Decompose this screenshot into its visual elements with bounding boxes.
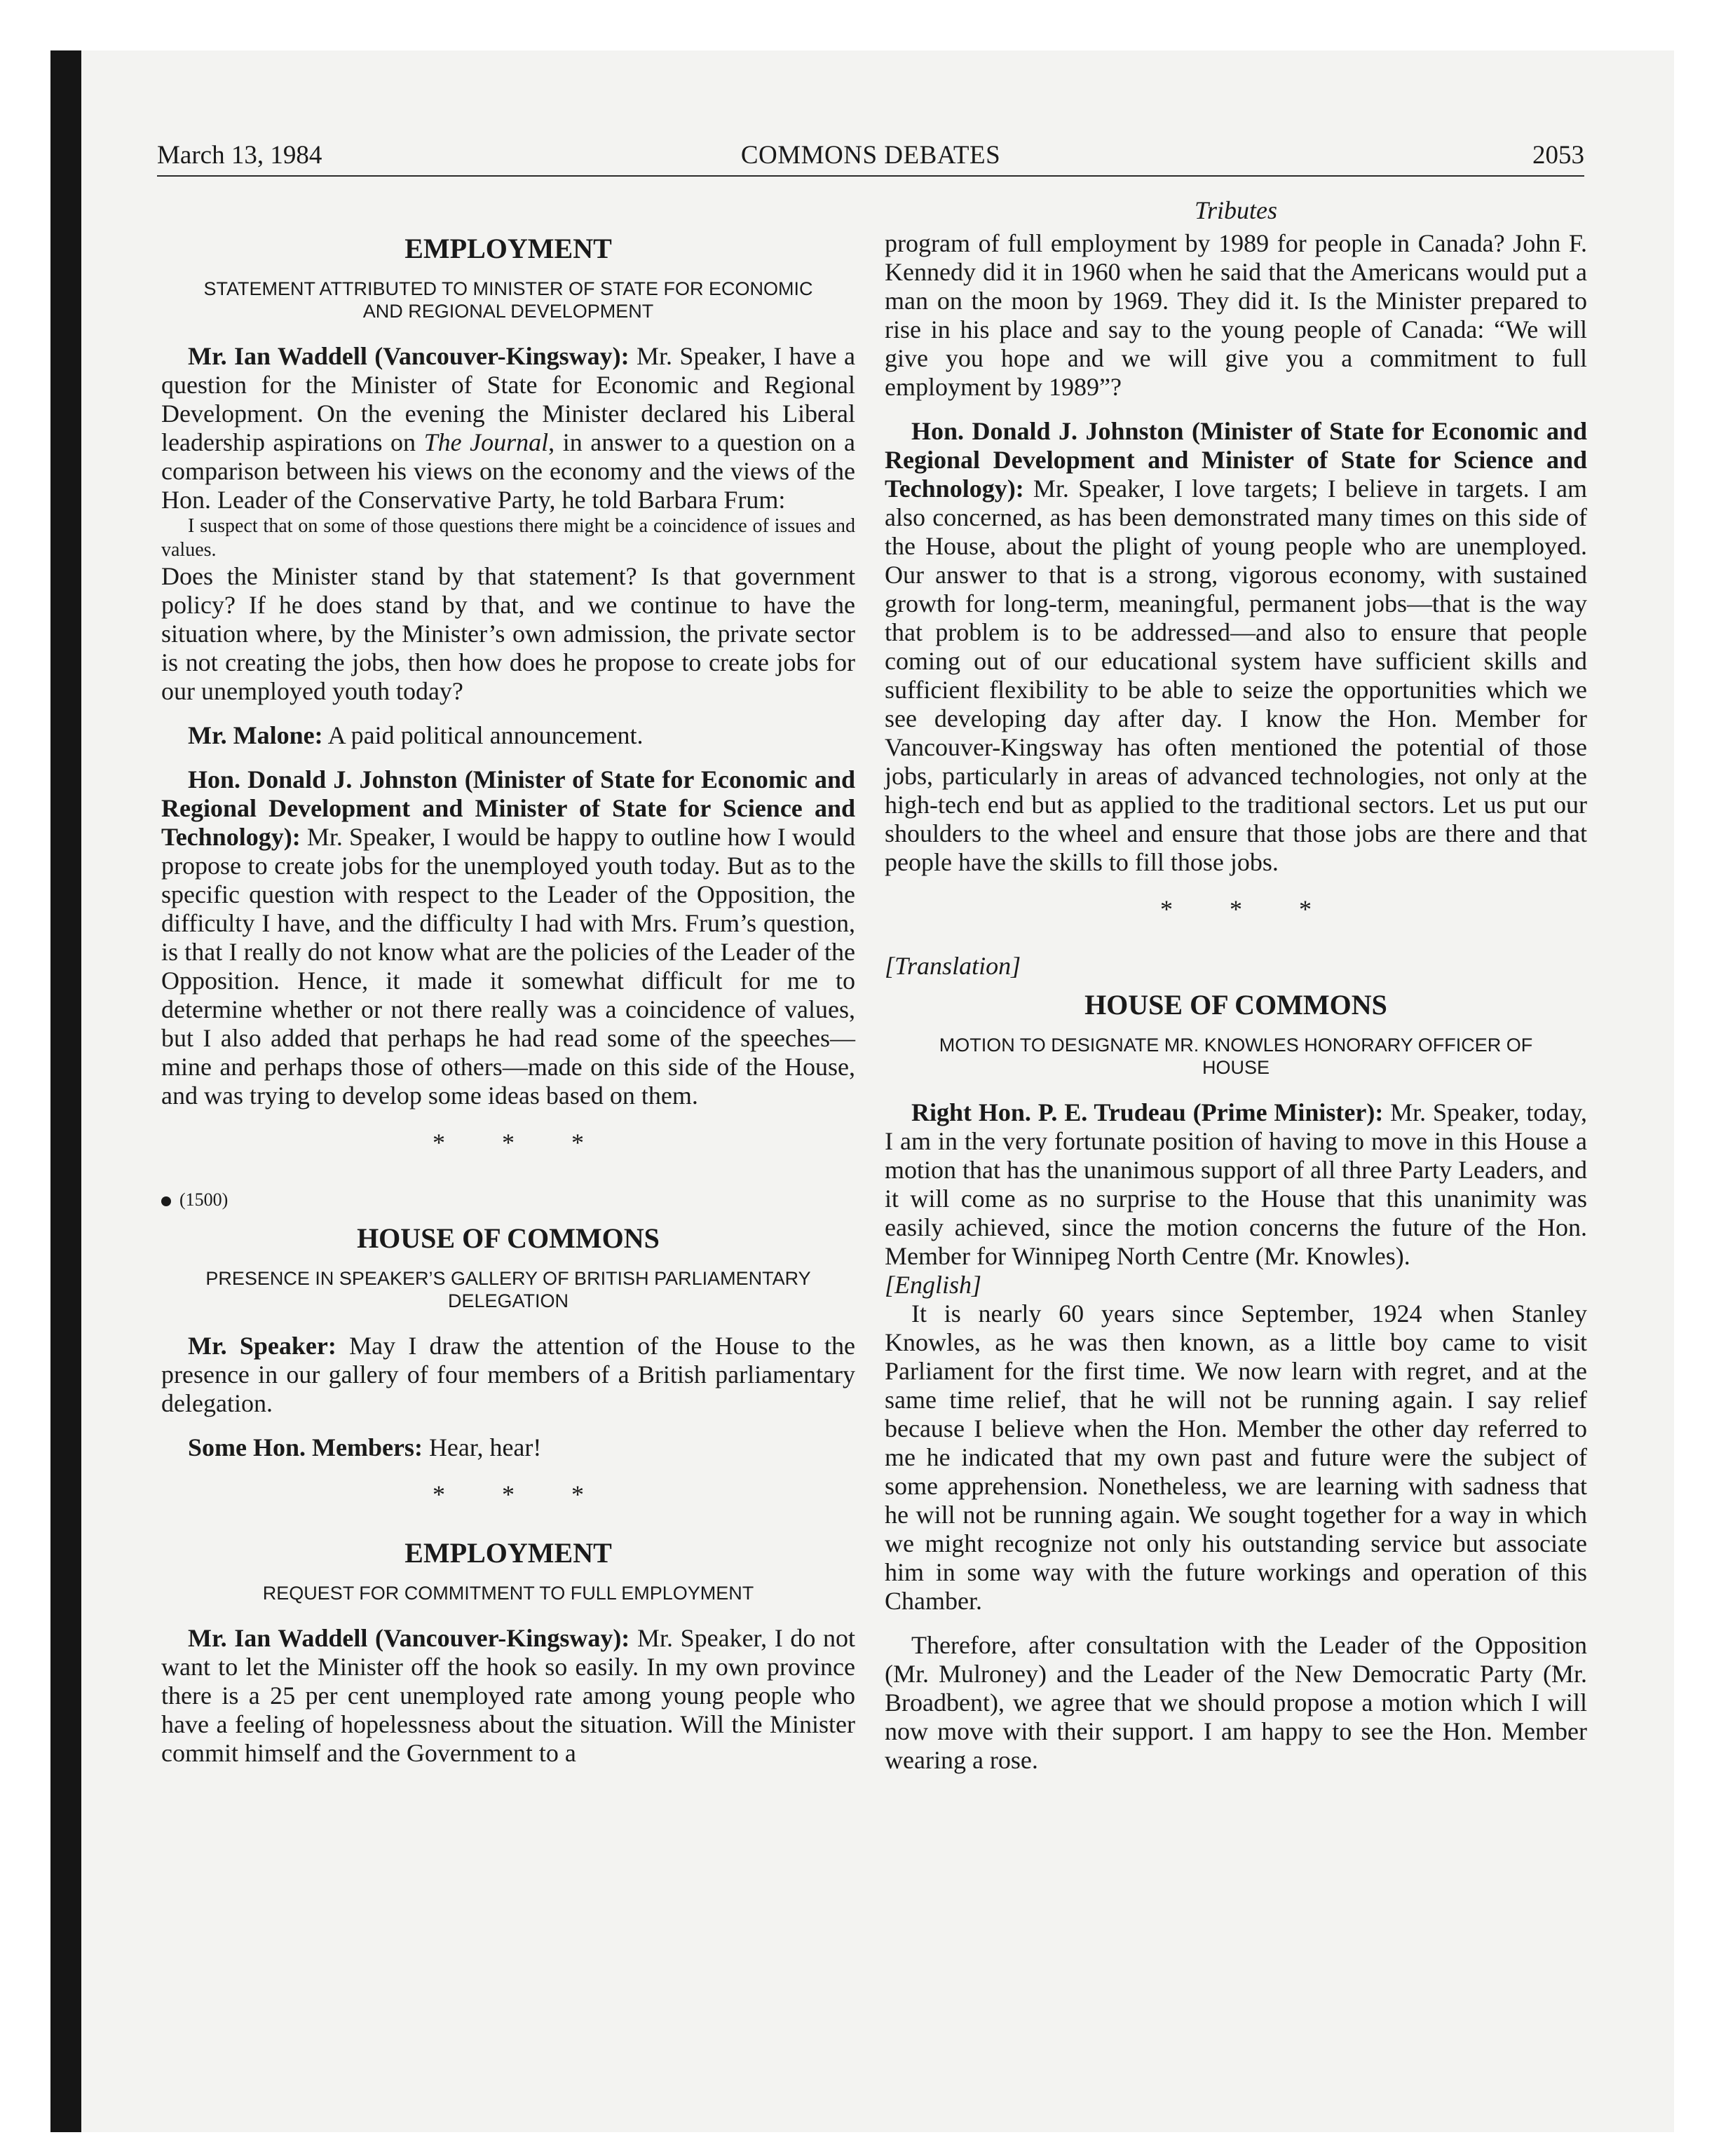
header-date: March 13, 1984 [157,141,322,170]
header-rule [157,175,1584,177]
paragraph: Hon. Donald J. Johnston (Minister of State for Economic and Regional Development and Minister of State for Science and Technology): Mr. Speaker, I would be happy to outline how I would propose to create jobs for the unemployed youth today. But as to the specific question with respect to the Leader of the Opposition, the difficulty I have, and the difficulty I had with Mrs. Frum’s question, is that I really do not know what are the policies of the Leader of the Opposition. Hence, it made it somewhat difficult for me to determine whether or not there really was a coincidence of values, but I also added that perhaps he had read some of the speeches—mine and perhaps those of others—made on this side of the House, and was trying to develop some ideas based on them. [161,765,855,1110]
section-subheading: MOTION TO DESIGNATE MR. KNOWLES HONORARY OFFICER OF HOUSE [939,1035,1533,1078]
section-subheading: REQUEST FOR COMMITMENT TO FULL EMPLOYMENT [262,1583,754,1604]
paragraph: It is nearly 60 years since September, 1924 when Stanley Knowles, as he was then known, as a little boy came to visit Parliament for the first time. We now learn with regret, and at the same time relief, that he will not be running again. I say relief because I believe when the Hon. Member the other day referred to me he indicated that my own past and future were the subject of some apprehension. Nonetheless, we are learning with sadness that he will not be running again. We sought together for a way in which we might recognize not only his outstanding service but associate him in some way with the future workings and operation of this Chamber. [885,1299,1587,1615]
block-quote: I suspect that on some of those questions there might be a coincidence of issues and values. [161,515,855,561]
section-subheading: PRESENCE IN SPEAKER’S GALLERY OF BRITISH PARLIAMENTARY DELEGATION [205,1268,811,1311]
language-note: [Translation] [885,952,1021,980]
paragraph: Some Hon. Members: Hear, hear! [188,1433,542,1461]
section-title: EMPLOYMENT [404,233,612,264]
speaker-name: Mr. Speaker: [188,1332,336,1360]
column-tag: Tributes [1194,196,1278,224]
page-number: 2053 [1532,141,1584,170]
section-separator: * * * [1160,895,1337,923]
speaker-name: Hon. Donald J. Johnston (Minister of State for Economic and Regional Development and Minister of State for Science and Technology): [885,417,1587,503]
speaker-name: Some Hon. Members: [188,1433,423,1461]
running-header [157,140,1584,178]
section-subheading: STATEMENT ATTRIBUTED TO MINISTER OF STATE FOR ECONOMIC AND REGIONAL DEVELOPMENT [203,278,813,322]
paragraph: Mr. Ian Waddell (Vancouver-Kingsway): Mr. Speaker, I do not want to let the Minister off the hook so easily. In my own province there is a 25 per cent unemployed rate among young people who have a feeling of hopelessness about the situation. Will the Minister commit himself and the Government to a [161,1624,855,1767]
section-title: HOUSE OF COMMONS [1084,989,1387,1021]
right-column [885,196,1587,1775]
language-note: [English] [885,1271,982,1299]
paragraph: program of full employment by 1989 for people in Canada? John F. Kennedy did it in 1960 when he said that the Americans would put a man on the moon by 1969. They did it. Is the Minister prepared to rise in his place and say to the young people of Canada: “We will give you hope and we will give you a commitment to full employment by 1989”? [885,229,1587,401]
publication-title: The Journal [423,428,549,456]
section-separator: * * * [433,1128,609,1157]
paragraph: Mr. Ian Waddell (Vancouver-Kingsway): Mr. Speaker, I have a question for the Minister of State for Economic and Regional Development. On the evening the Minister declared his Liberal leadership aspirations on The Journal, in answer to a question on a comparison between his views on the economy and the views of the Hon. Leader of the Conservative Party, he told Barbara Frum: [161,342,855,514]
speaker-name: Mr. Ian Waddell (Vancouver-Kingsway): [188,1624,630,1652]
paragraph: Mr. Malone: A paid political announcement. [188,721,644,749]
header-title: COMMONS DEBATES [740,141,1001,170]
bullet-icon [161,1196,171,1206]
paragraph: Right Hon. P. E. Trudeau (Prime Minister): Mr. Speaker, today, I am in the very fortunate position of having to move in this House a motion that has the unanimous support of all three Party Leaders, and it will come as no surprise to the House that this unanimity was easily achieved, since the motion concerns the future of the Hon. Member for Winnipeg North Centre (Mr. Knowles). [885,1098,1587,1270]
paragraph: Therefore, after consultation with the Leader of the Opposition (Mr. Mulroney) and the Leader of the New Democratic Party (Mr. Broadbent), we agree that we should propose a motion which I will now move with their support. I am happy to see the Hon. Member wearing a rose. [885,1631,1587,1774]
speaker-name: Mr. Malone: [188,721,323,749]
speaker-name: Right Hon. P. E. Trudeau (Prime Minister): [911,1098,1384,1126]
section-title: EMPLOYMENT [404,1537,612,1569]
scan-edge [50,50,81,2132]
paragraph: Mr. Speaker: May I draw the attention of the House to the presence in our gallery of four members of a British parliamentary delegation. [161,1332,856,1417]
paragraph: Does the Minister stand by that statement? Is that government policy? If he does stand by that, and we continue to have the situation where, by the Minister’s own admission, the private sector is not creating the jobs, then how does he propose to create jobs for our unemployed youth today? [161,562,855,705]
speaker-name: Hon. Donald J. Johnston (Minister of State for Economic and Regional Development and Minister of State for Science and Technology): [161,765,855,851]
section-separator: * * * [433,1480,609,1508]
paragraph: Hon. Donald J. Johnston (Minister of State for Economic and Regional Development and Minister of State for Science and Technology): Mr. Speaker, I love targets; I believe in targets. I am also concerned, as has been demonstrated many times on this side of the House, about the plight of young people who are unemployed. Our answer to that is a strong, vigorous economy, with sustained growth for long-term, meaningful, permanent jobs—that is the way that problem is to be addressed—and also to ensure that people coming out of our educational system have sufficient skills and sufficient flexibility to be able to seize the opportunities which we see developing day after day. I know the Hon. Member for Vancouver-Kingsway has often mentioned the potential of those jobs, particularly in areas of advanced technologies, not only at the high-tech end but as applied to the traditional sectors. Let us put our shoulders to the wheel and ensure that those jobs are there and that people have the skills to fill those jobs. [885,417,1587,876]
left-column [161,224,855,1768]
time-marker: (1500) [161,1185,855,1214]
section-title: HOUSE OF COMMONS [357,1222,660,1254]
speaker-name: Mr. Ian Waddell (Vancouver-Kingsway): [188,342,630,370]
